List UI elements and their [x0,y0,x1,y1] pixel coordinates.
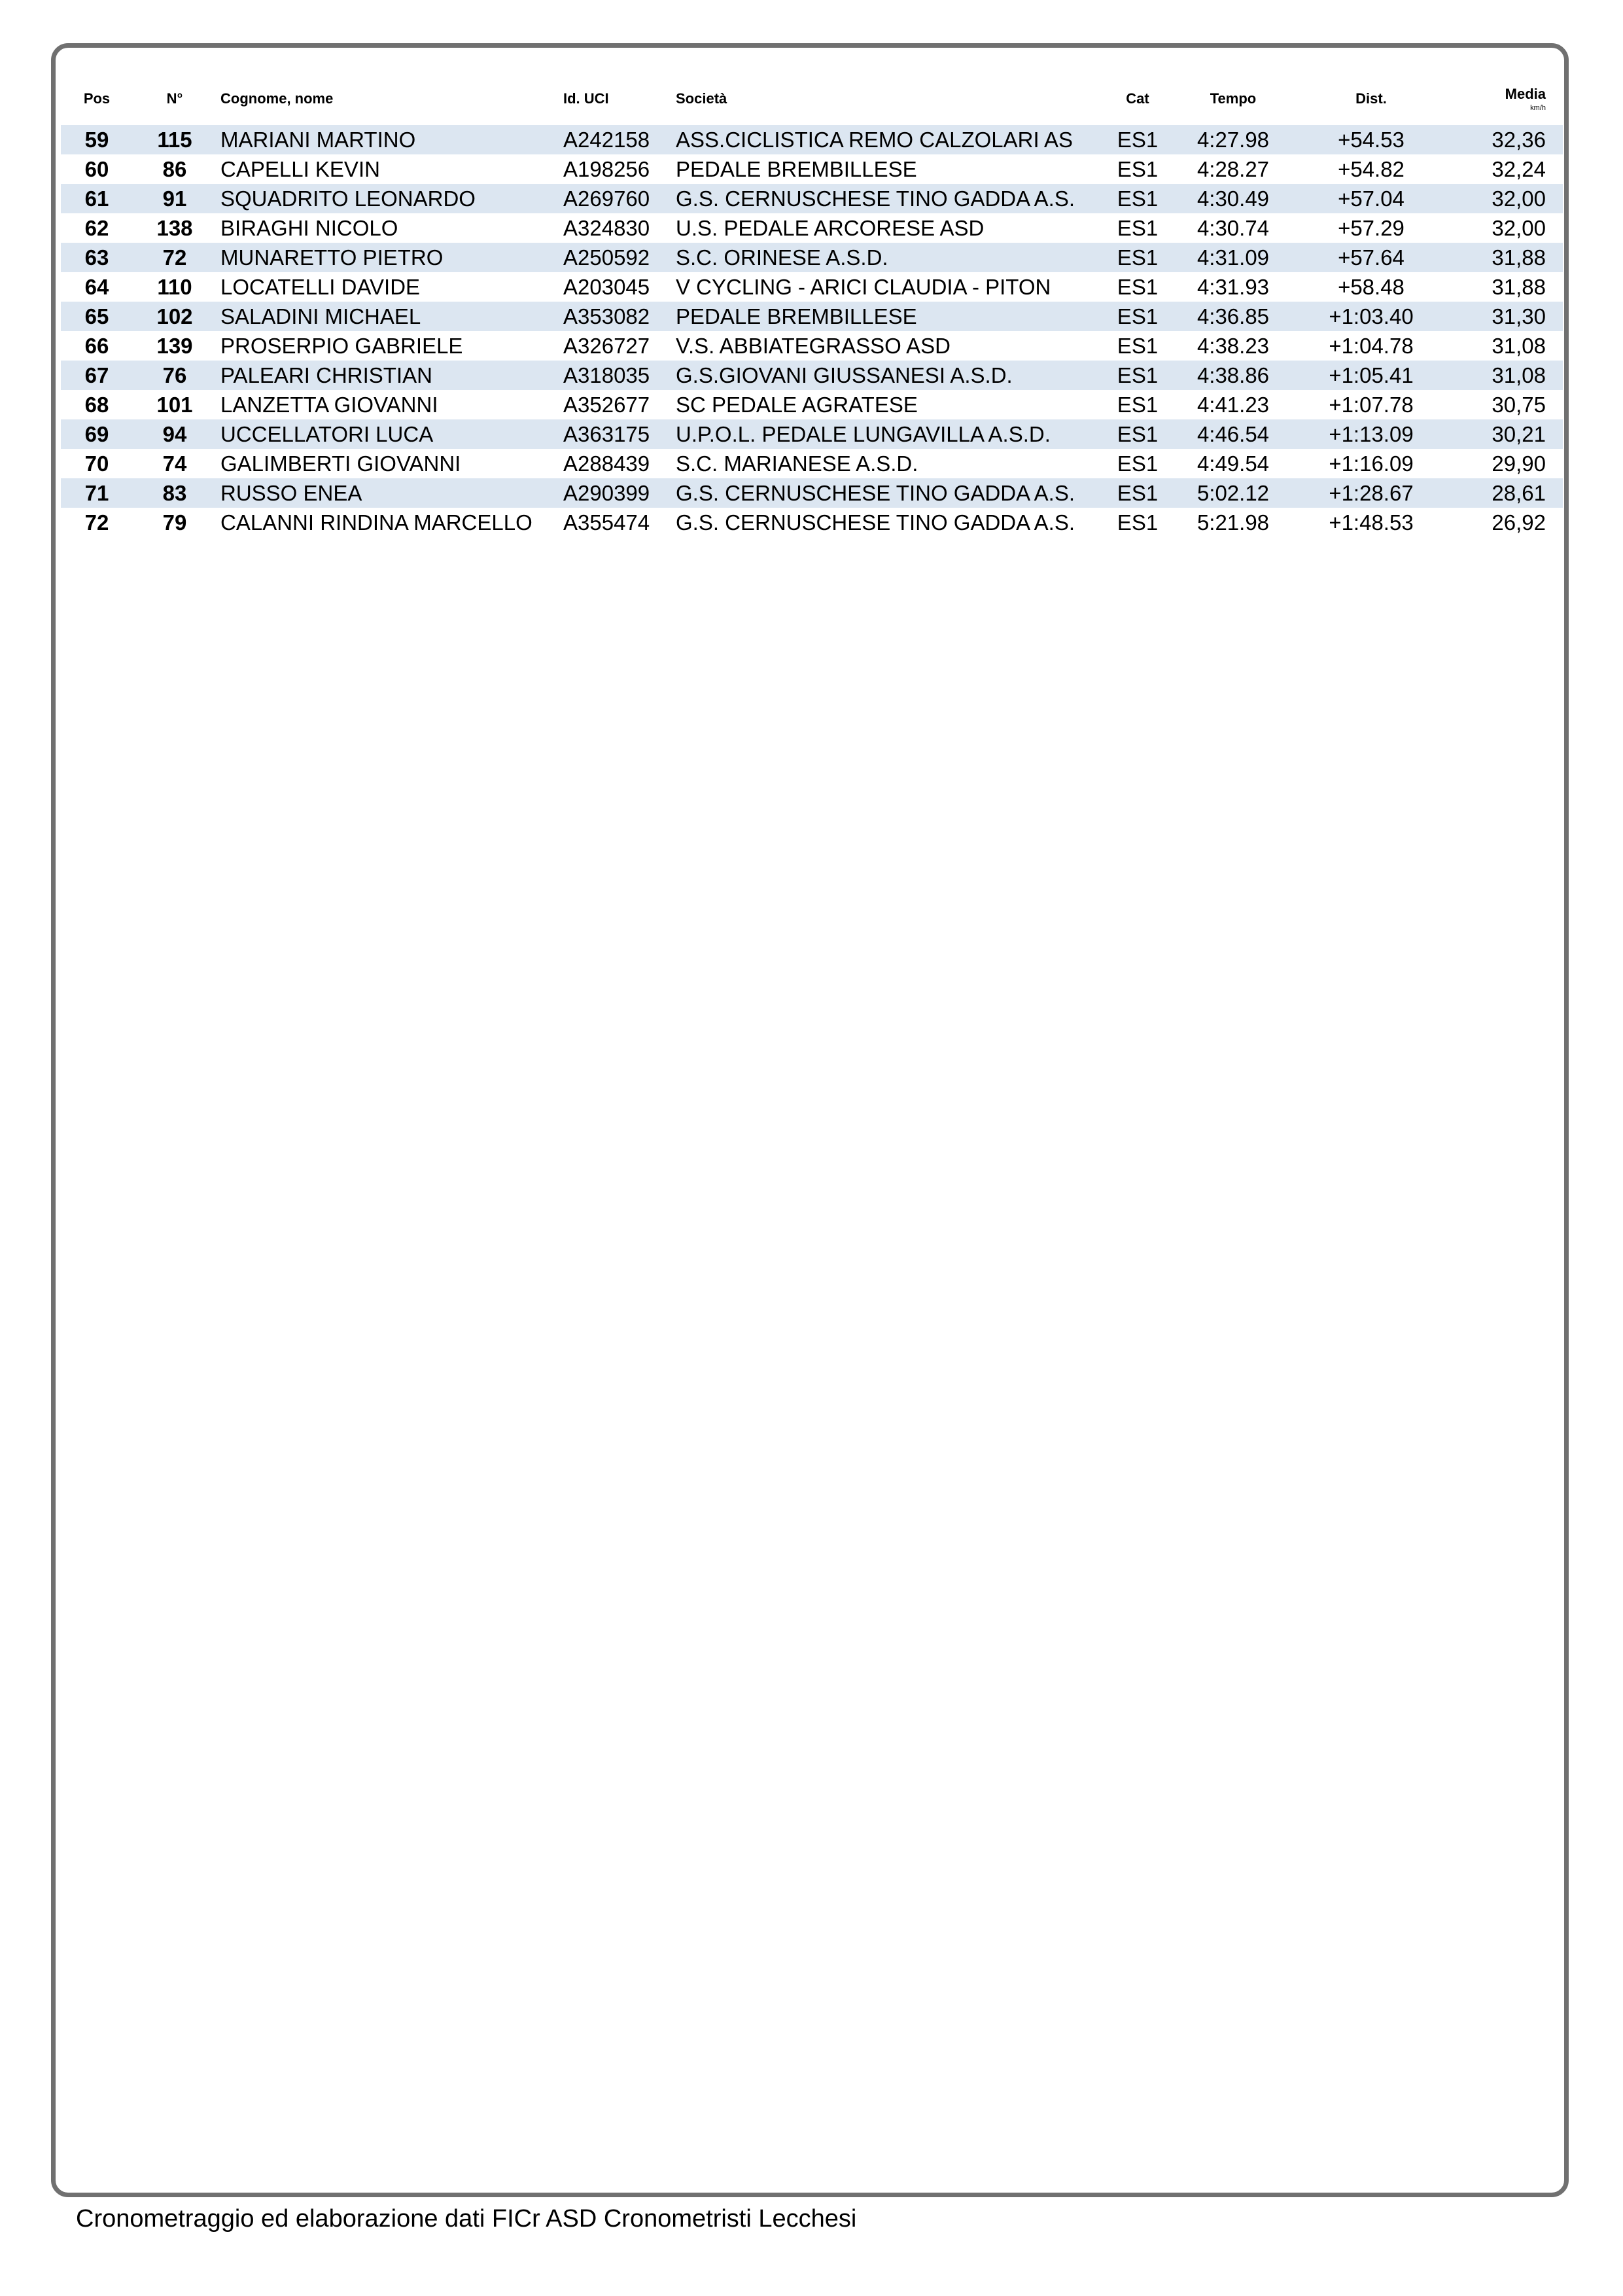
table-row [61,125,1563,154]
cell-category: ES1 [1117,393,1159,417]
cell-category: ES1 [1117,216,1159,240]
cell-time: 4:30.74 [1196,216,1270,240]
cell-name: RUSSO ENEA [217,478,563,508]
cell-average: 26,92 [1492,510,1546,535]
cell-number: 110 [157,275,192,299]
cell-average: 31,88 [1446,243,1563,272]
cell-category: ES1 [1117,510,1159,535]
cell-society: V CYCLING - ARICI CLAUDIA - PITON [676,275,1051,299]
cell-uci-id: A290399 [563,478,676,508]
cell-pos: 66 [84,334,109,358]
cell-pos: 62 [84,216,109,240]
header-gap: Dist. [1355,90,1387,107]
cell-time: 4:41.23 [1196,393,1270,417]
cell-pos: 65 [61,302,133,331]
cell-gap: +1:28.67 [1296,478,1446,508]
cell-name: PALEARI CHRISTIAN [217,361,563,390]
cell-average: 31,08 [1492,334,1546,358]
cell-average: 30,21 [1446,419,1563,449]
cell-uci-id: A355474 [563,510,650,535]
cell-average: 31,08 [1446,361,1563,390]
header-row [61,73,1563,125]
cell-category: ES1 [1105,302,1170,331]
cell-number: 139 [156,334,193,358]
header-society: Società [676,90,727,107]
cell-gap: +58.48 [1338,275,1405,299]
cell-gap: +1:16.09 [1329,451,1414,476]
cell-uci-id: A288439 [563,451,650,476]
cell-uci-id: A352677 [563,393,650,417]
cell-time: 4:46.54 [1170,419,1296,449]
cell-category: ES1 [1105,478,1170,508]
cell-number: 115 [133,125,217,154]
cell-number: 101 [156,393,193,417]
table-row [61,419,1563,449]
cell-uci-id: A363175 [563,419,676,449]
cell-time: 4:49.54 [1196,451,1270,476]
cell-gap: +57.29 [1338,216,1405,240]
cell-uci-id: A269760 [563,184,676,213]
cell-pos: 72 [84,510,109,535]
cell-number: 72 [133,243,217,272]
cell-pos: 60 [84,157,109,181]
table-row [61,361,1563,390]
cell-pos: 67 [61,361,133,390]
cell-category: ES1 [1117,157,1159,181]
cell-time: 4:38.86 [1170,361,1296,390]
cell-gap: +1:04.78 [1329,334,1414,358]
cell-uci-id: A242158 [563,125,676,154]
cell-uci-id: A326727 [563,334,650,358]
table-row [61,478,1563,508]
table-header [61,73,1563,125]
cell-average: 32,00 [1492,216,1546,240]
cell-time: 4:31.93 [1196,275,1270,299]
cell-time: 4:38.23 [1196,334,1270,358]
cell-time: 5:02.12 [1170,478,1296,508]
cell-pos: 61 [61,184,133,213]
cell-average: 30,75 [1492,393,1546,417]
cell-pos: 64 [84,275,109,299]
header-number: N° [166,90,183,107]
cell-time: 4:31.09 [1170,243,1296,272]
cell-name: LOCATELLI DAVIDE [220,275,421,299]
cell-average: 32,36 [1446,125,1563,154]
cell-average: 32,24 [1492,157,1546,181]
table-row [61,213,1563,243]
cell-name: CALANNI RINDINA MARCELLO [220,510,532,535]
table-row [61,272,1563,302]
table-row [61,302,1563,331]
cell-name: CAPELLI KEVIN [220,157,380,181]
cell-name: BIRAGHI NICOLO [220,216,398,240]
cell-name: PROSERPIO GABRIELE [220,334,463,358]
table-row [61,184,1563,213]
cell-number: 83 [133,478,217,508]
cell-society: U.S. PEDALE ARCORESE ASD [676,216,985,240]
cell-society: SC PEDALE AGRATESE [676,393,918,417]
cell-time: 4:28.27 [1196,157,1270,181]
cell-category: ES1 [1105,361,1170,390]
cell-society: G.S. CERNUSCHESE TINO GADDA A.S. [676,510,1075,535]
cell-society: PEDALE BREMBILLESE [676,157,917,181]
cell-name: GALIMBERTI GIOVANNI [220,451,461,476]
header-pos: Pos [83,90,111,107]
cell-time: 4:30.49 [1170,184,1296,213]
cell-time: 5:21.98 [1196,510,1270,535]
cell-gap: +1:13.09 [1296,419,1446,449]
cell-uci-id: A198256 [563,157,650,181]
cell-name: SQUADRITO LEONARDO [217,184,563,213]
cell-pos: 70 [84,451,109,476]
cell-number: 94 [133,419,217,449]
cell-gap: +54.53 [1296,125,1446,154]
cell-category: ES1 [1117,451,1159,476]
cell-category: ES1 [1105,184,1170,213]
cell-pos: 71 [61,478,133,508]
cell-number: 91 [133,184,217,213]
header-uci-id: Id. UCI [563,90,609,107]
cell-gap: +1:07.78 [1329,393,1414,417]
cell-category: ES1 [1105,419,1170,449]
cell-society: V.S. ABBIATEGRASSO ASD [676,334,951,358]
cell-pos: 69 [61,419,133,449]
cell-average: 29,90 [1492,451,1546,476]
table-row [61,154,1563,184]
table-row [61,243,1563,272]
cell-time: 4:36.85 [1170,302,1296,331]
header-time: Tempo [1210,90,1257,107]
cell-gap: +1:03.40 [1296,302,1446,331]
cell-uci-id: A203045 [563,275,650,299]
table-row [61,390,1563,419]
timing-credit-footer: Cronometraggio ed elaborazione dati FICr ASD Cronometristi Lecchesi [76,2205,857,2233]
table-row [61,508,1563,537]
cell-category: ES1 [1117,334,1159,358]
cell-society: G.S. CERNUSCHESE TINO GADDA A.S. [676,478,1105,508]
cell-gap: +57.04 [1296,184,1446,213]
cell-uci-id: A250592 [563,243,676,272]
cell-average: 28,61 [1446,478,1563,508]
cell-name: MUNARETTO PIETRO [217,243,563,272]
cell-society: S.C. ORINESE A.S.D. [676,243,1105,272]
table-body [61,125,1563,537]
cell-number: 74 [162,451,187,476]
cell-average: 31,30 [1446,302,1563,331]
cell-name: SALADINI MICHAEL [217,302,563,331]
header-category: Cat [1126,90,1149,107]
cell-society: S.C. MARIANESE A.S.D. [676,451,918,476]
header-average [1446,73,1563,125]
cell-category: ES1 [1105,125,1170,154]
cell-number: 138 [156,216,193,240]
cell-pos: 68 [84,393,109,417]
cell-society: ASS.CICLISTICA REMO CALZOLARI AS [676,125,1105,154]
cell-society: G.S.GIOVANI GIUSSANESI A.S.D. [676,361,1105,390]
cell-society: PEDALE BREMBILLESE [676,302,1105,331]
header-name: Cognome, nome [220,90,334,107]
cell-uci-id: A353082 [563,302,676,331]
cell-gap: +54.82 [1338,157,1405,181]
table-row [61,331,1563,361]
cell-uci-id: A318035 [563,361,676,390]
cell-gap: +1:05.41 [1296,361,1446,390]
results-frame [51,43,1569,2197]
results-table [61,73,1563,537]
header-average-unit: km/h [1530,104,1546,112]
cell-pos: 59 [61,125,133,154]
table-row [61,449,1563,478]
cell-time: 4:27.98 [1170,125,1296,154]
cell-category: ES1 [1105,243,1170,272]
cell-average: 32,00 [1446,184,1563,213]
cell-number: 76 [133,361,217,390]
cell-pos: 63 [61,243,133,272]
cell-number: 79 [162,510,187,535]
cell-uci-id: A324830 [563,216,650,240]
cell-number: 86 [162,157,187,181]
cell-society: U.P.O.L. PEDALE LUNGAVILLA A.S.D. [676,419,1105,449]
cell-name: MARIANI MARTINO [217,125,563,154]
cell-name: UCCELLATORI LUCA [217,419,563,449]
cell-number: 102 [133,302,217,331]
cell-gap: +1:48.53 [1329,510,1414,535]
cell-name: LANZETTA GIOVANNI [220,393,438,417]
cell-society: G.S. CERNUSCHESE TINO GADDA A.S. [676,184,1105,213]
header-average-label: Media [1505,86,1546,102]
cell-category: ES1 [1117,275,1159,299]
cell-average: 31,88 [1492,275,1546,299]
cell-gap: +57.64 [1296,243,1446,272]
